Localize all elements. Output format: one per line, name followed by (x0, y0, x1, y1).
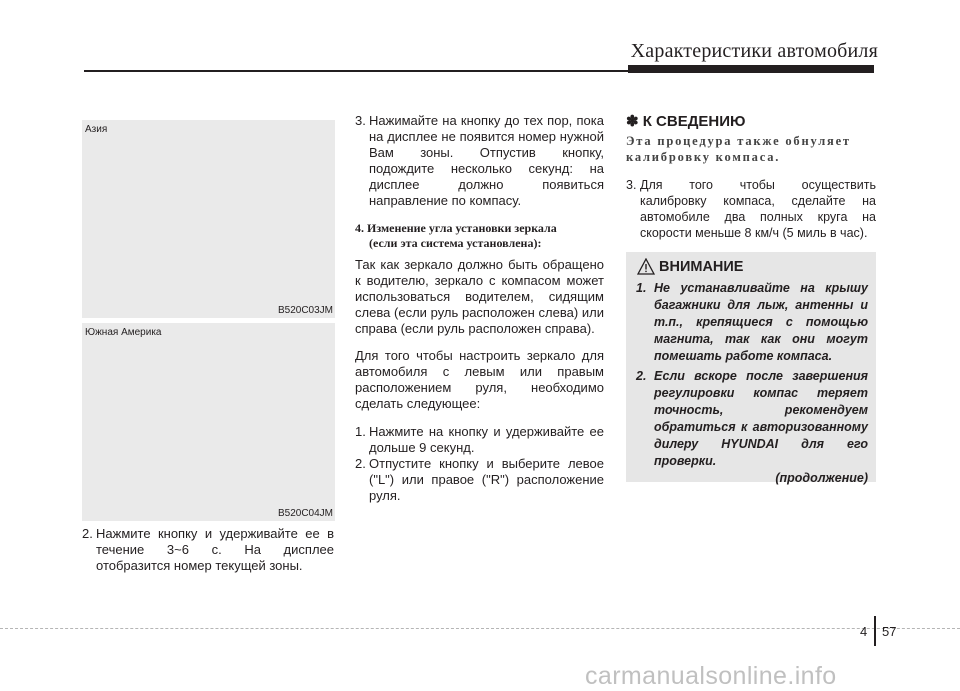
header-accent-bar (628, 65, 874, 73)
page-number-separator (874, 616, 876, 646)
figure-asia-code: B520C03JM (277, 305, 333, 316)
step-2-number: 2. (82, 526, 93, 541)
step-3-item (355, 113, 604, 209)
figure-south-america (82, 323, 335, 521)
step-2-text: Нажмите кнопку и удерживайте ее в течение 3~6 с. На дисплее отобразится номер текущей зоны. (96, 526, 334, 573)
figure-south-america-label: Южная Америка (85, 327, 162, 338)
footer-dashed-line (0, 628, 960, 629)
column-2 (355, 113, 604, 504)
figure-south-america-code: B520C04JM (277, 508, 333, 519)
list-item-1-number: 1. (355, 424, 366, 439)
list-item-2-number: 2. (355, 456, 366, 471)
list-item-2 (355, 456, 604, 504)
section-heading-line2: (если эта система установлена): (369, 236, 542, 250)
header-rule (84, 70, 628, 72)
figure-asia-label: Азия (85, 124, 108, 135)
warning-item-2-text: Если вскоре после завершения регулировки компас теряет точность, рекомендуем обратиться к авторизованному дилеру HYUNDAI для его проверки. (654, 369, 868, 468)
warning-box (626, 252, 876, 485)
warning-title: ВНИМАНИЕ (659, 258, 744, 275)
info-subtitle: Эта процедура также обнуляет калибровку компаса. (626, 134, 851, 164)
mirror-paragraph-2: Для того чтобы настроить зеркало для автомобиля с левым или правым расположением руля, необходимо сделать следующее: (355, 348, 604, 411)
chapter-number: 4 (860, 624, 868, 639)
warning-item-2 (636, 368, 868, 470)
section-heading (355, 221, 604, 251)
list-item-1-text: Нажмите на кнопку и удерживайте ее дольше 9 секунд. (369, 424, 604, 455)
section-heading-line1: 4. Изменение угла установки зеркала (355, 221, 557, 235)
step-3-text: Нажимайте на кнопку до тех пор, пока на дисплее не появится номер нужной Вам зоны. Отпустив кнопку, подождите несколько секунд: на дисплее должно появиться направление по компасу. (369, 113, 604, 208)
page-header-title: Характеристики автомобиля (630, 40, 878, 62)
warning-item-2-number: 2. (636, 369, 647, 383)
column-3 (626, 112, 876, 241)
warning-item-1 (636, 280, 868, 365)
warning-item-1-text: Не устанавливайте на крышу багажники для лыж, антенны и т.п., крепящиеся с помощью магнита, так как они могут помешать работе компаса. (654, 281, 868, 363)
watermark: carmanualsonline.info (585, 662, 837, 690)
warning-triangle-icon (637, 258, 655, 275)
page-number: 57 (882, 624, 897, 639)
list-item-1 (355, 424, 604, 456)
step-3-number: 3. (355, 113, 366, 128)
calibration-step-3-number: 3. (626, 178, 637, 192)
warning-header (637, 258, 743, 275)
list-item-2-text: Отпустите кнопку и выберите левое ("L") или правое ("R") расположение руля. (369, 456, 604, 503)
mirror-paragraph-1: Так как зеркало должно быть обращено к водителю, зеркало с компасом может использоваться водителем, сидящим слева (если руль расположен слева) или справа (если руль расположен справа). (355, 257, 604, 336)
warning-continued: (продолжение) (775, 471, 868, 485)
figure-asia (82, 120, 335, 318)
warning-body (636, 280, 868, 487)
warning-item-1-number: 1. (636, 281, 647, 295)
info-title: ✽ К СВЕДЕНИЮ (626, 113, 746, 130)
calibration-step-3 (626, 177, 876, 241)
calibration-step-3-text: Для того чтобы осуществить калибровку компаса, сделайте на автомобиле два полных круга на скорости меньше 8 км/ч (5 миль в час). (640, 178, 876, 240)
step-2-item (82, 526, 334, 574)
